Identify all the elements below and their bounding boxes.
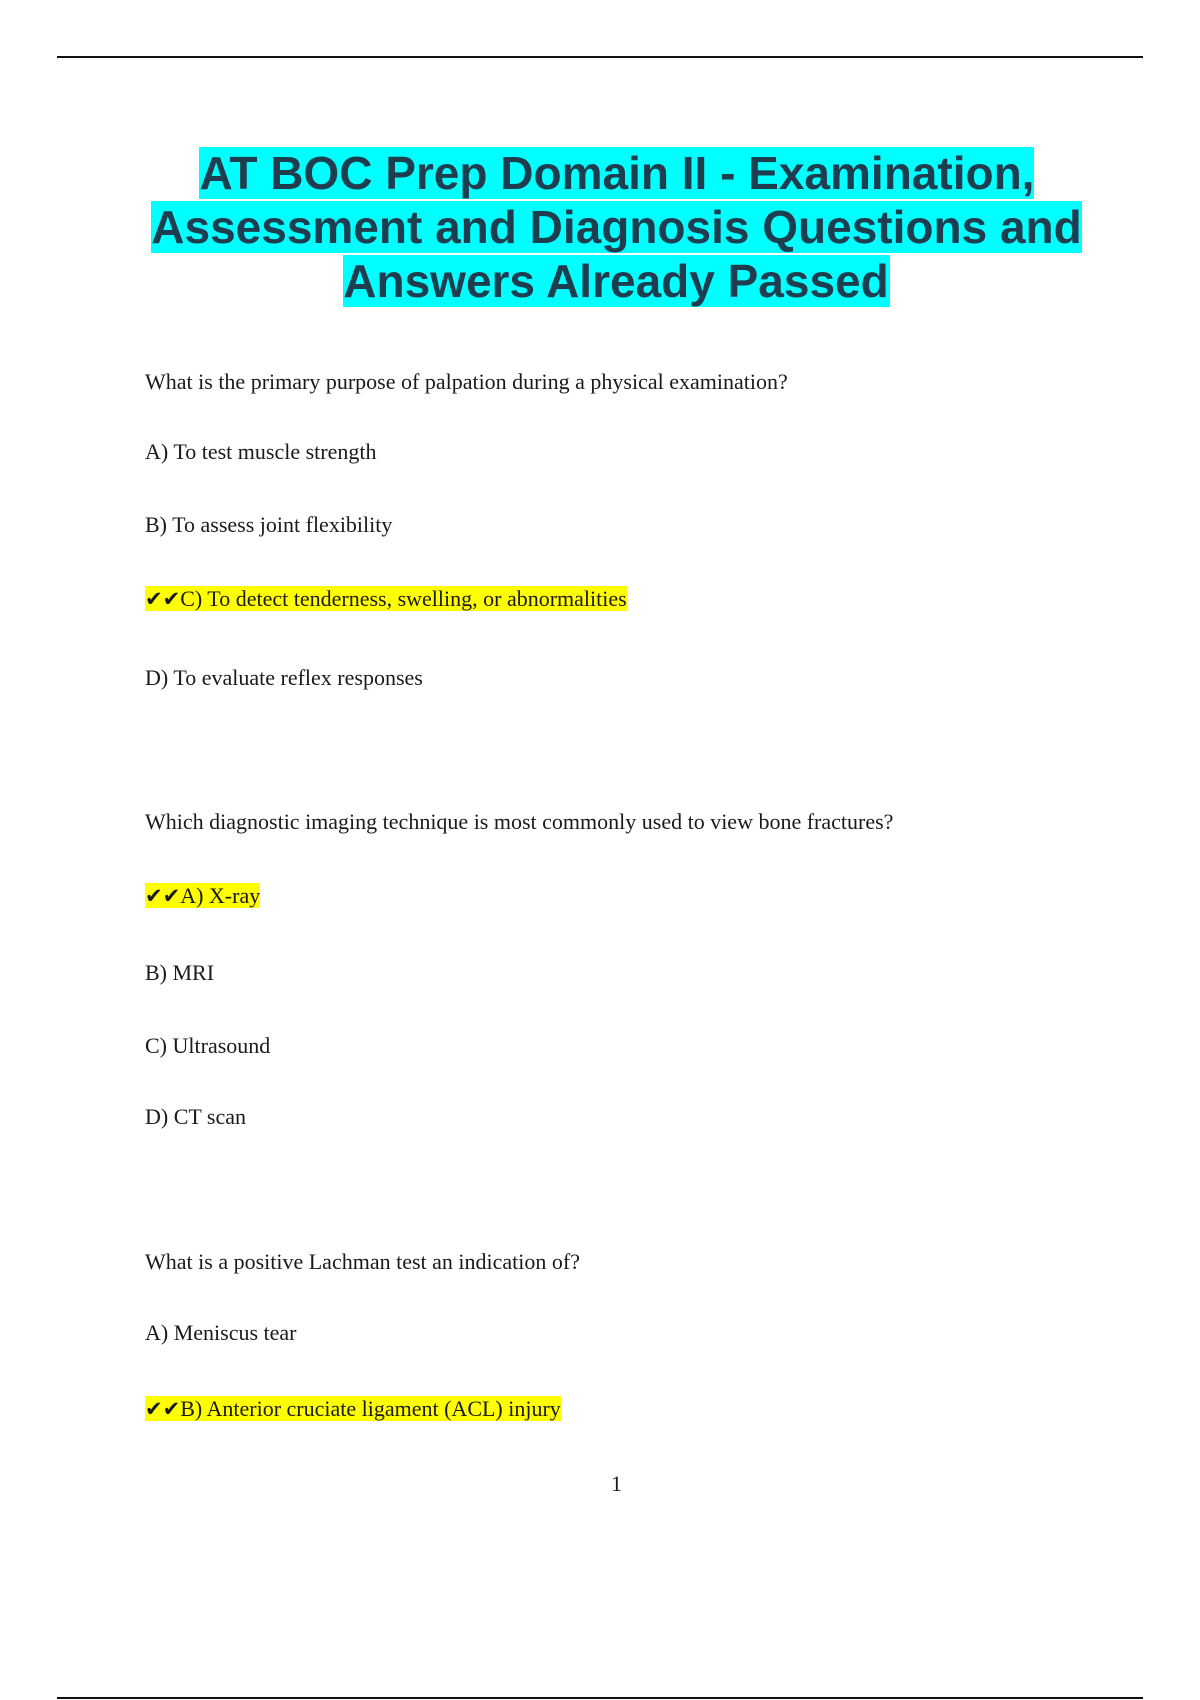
question-1-text: What is the primary purpose of palpation during a physical examination? bbox=[145, 369, 788, 394]
question-3-option-b bbox=[145, 1394, 561, 1424]
option-text: B) Anterior cruciate ligament (ACL) injury bbox=[180, 1396, 561, 1421]
question-2-option-a bbox=[145, 881, 260, 911]
question-1-option-b: B) To assess joint flexibility bbox=[145, 512, 393, 537]
option-text: A) X-ray bbox=[180, 883, 261, 908]
question-1-option-c bbox=[145, 584, 627, 614]
question-2-text: Which diagnostic imaging technique is most commonly used to view bone fractures? bbox=[145, 809, 894, 834]
top-rule bbox=[57, 56, 1143, 58]
question-2-option-c: C) Ultrasound bbox=[145, 1033, 271, 1058]
check-mark-icon: ✔✔ bbox=[145, 1397, 181, 1421]
question-3-text: What is a positive Lachman test an indication of? bbox=[145, 1249, 580, 1274]
question-1-option-d: D) To evaluate reflex responses bbox=[145, 665, 423, 690]
question-2-option-d: D) CT scan bbox=[145, 1104, 247, 1129]
check-mark-icon: ✔✔ bbox=[145, 884, 181, 908]
title-highlight: AT BOC Prep Domain II - Examination, Assessment and Diagnosis Questions and Answers Already Passed bbox=[151, 147, 1082, 307]
question-1-option-a: A) To test muscle strength bbox=[145, 439, 377, 464]
question-2-option-b: B) MRI bbox=[145, 960, 215, 985]
bottom-rule bbox=[57, 1697, 1143, 1699]
check-mark-icon: ✔✔ bbox=[145, 587, 181, 611]
page-number: 1 bbox=[611, 1471, 622, 1496]
document-title bbox=[100, 146, 1133, 308]
correct-answer-highlight bbox=[145, 586, 627, 611]
correct-answer-highlight bbox=[145, 1396, 561, 1421]
option-text: C) To detect tenderness, swelling, or abnormalities bbox=[180, 586, 627, 611]
correct-answer-highlight bbox=[145, 883, 260, 908]
question-3-option-a: A) Meniscus tear bbox=[145, 1320, 297, 1345]
